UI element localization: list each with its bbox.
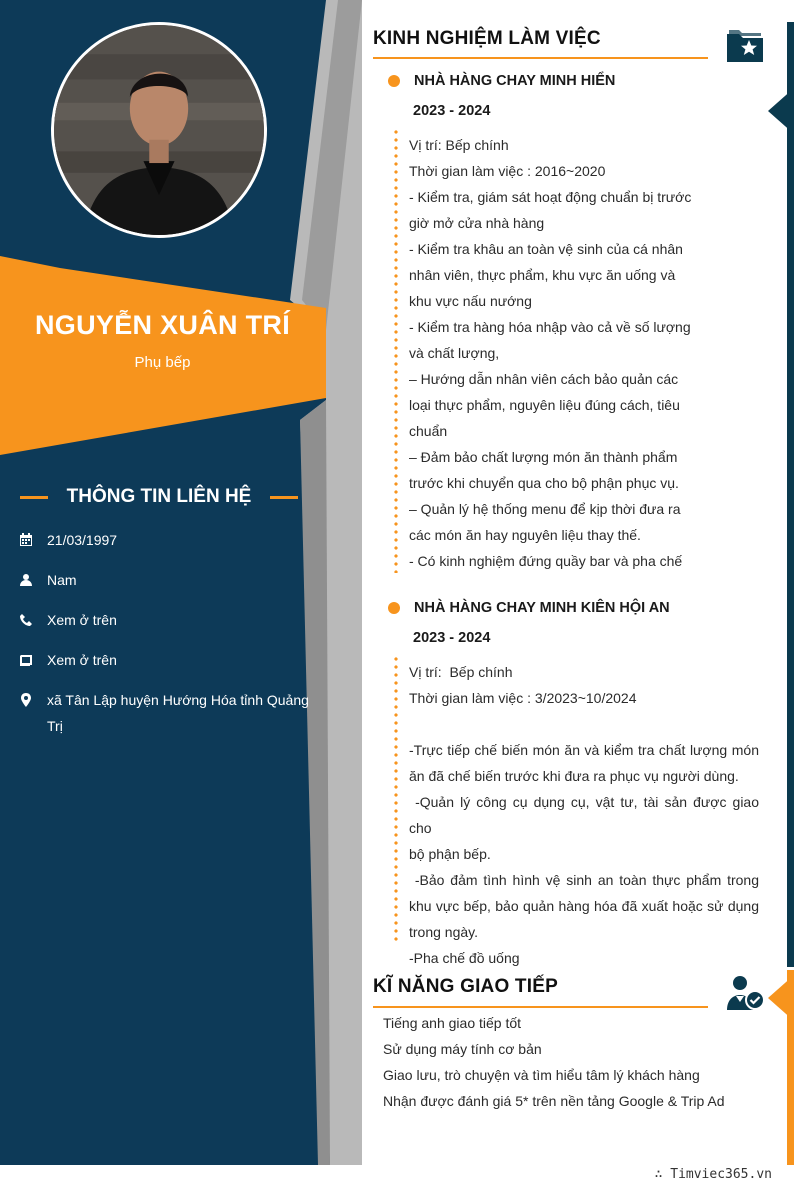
job-line: nhân viên, thực phẩm, khu vực ăn uống và — [409, 267, 676, 283]
job-line: Vị trí: Bếp chính — [409, 664, 513, 680]
contact-item-phone — [19, 610, 309, 650]
job-period: 2023 - 2024 — [413, 630, 491, 646]
job-line: - Kiểm tra khâu an toàn vệ sinh của cá nhân — [409, 241, 683, 257]
edge-notch-top — [768, 88, 794, 134]
timeline-dot — [388, 602, 400, 614]
skill-item: Tiếng anh giao tiếp tốt — [383, 1015, 522, 1031]
experience-rule — [373, 57, 708, 59]
skill-item: Giao lưu, trò chuyện và tìm hiểu tâm lý khách hàng — [383, 1067, 700, 1083]
phone-icon — [19, 610, 47, 630]
right-edge-bar — [787, 22, 794, 967]
job-line: khu vực nấu nướng — [409, 293, 532, 309]
job-period: 2023 - 2024 — [413, 103, 491, 119]
contact-value: Xem ở trên — [47, 612, 117, 628]
skills-rule — [373, 1006, 708, 1008]
job-line: ăn đã chế biến trước khi đưa ra phục vụ người dùng. — [409, 768, 739, 784]
job-line: – Hướng dẫn nhân viên cách bảo quản các — [409, 371, 679, 387]
candidate-role: Phụ bếp — [134, 354, 191, 371]
job-line: Thời gian làm việc : 3/2023~10/2024 — [409, 690, 637, 706]
avatar — [51, 22, 267, 238]
skills-list — [383, 1010, 725, 1114]
contact-item-address — [19, 690, 309, 750]
job-line: bộ phận bếp. — [409, 846, 491, 862]
job-description — [409, 132, 709, 574]
contact-list — [19, 530, 309, 750]
job-line: - Có kinh nghiệm đứng quầy bar và pha chế — [409, 553, 683, 569]
contact-item-gender — [19, 570, 309, 610]
job-line: -Quản lý công cụ dụng cụ, vật tư, tài sản được giao cho — [409, 794, 763, 836]
job-line: loại thực phẩm, nguyên liệu đúng cách, tiêu — [409, 397, 680, 413]
contact-value: 21/03/1997 — [47, 532, 118, 548]
email-icon — [19, 650, 47, 670]
job-line: Thời gian làm việc : 2016~2020 — [409, 163, 606, 179]
job-line: - Kiểm tra hàng hóa nhập vào cả về số lượng — [409, 319, 691, 335]
job-company: NHÀ HÀNG CHAY MINH HIỂN — [414, 73, 616, 89]
timeline-dotted-line — [394, 655, 398, 945]
job-line: – Quản lý hệ thống menu để kịp thời đưa ra — [409, 501, 681, 517]
job-line: -Bảo đảm tình hình vệ sinh an toàn thực phẩm trong — [409, 872, 760, 888]
job-line: khu vực bếp, bảo quản hàng hóa đã xuất hoặc sử dụng — [409, 898, 759, 914]
edge-notch-bottom — [768, 975, 794, 1021]
experience-title: KINH NGHIỆM LÀM VIỆC — [373, 28, 601, 49]
candidate-name: NGUYỄN XUÂN TRÍ — [34, 310, 290, 340]
contact-heading — [20, 484, 298, 510]
job-line: – Đảm bảo chất lượng món ăn thành phẩm — [409, 449, 678, 465]
user-icon — [19, 570, 47, 590]
timeline-dotted-line — [394, 128, 398, 573]
skill-item: Sử dụng máy tính cơ bản — [383, 1041, 542, 1057]
job-company: NHÀ HÀNG CHAY MINH KIÊN HỘI AN — [414, 600, 670, 616]
job-header — [388, 598, 778, 618]
job-line: chuẩn — [409, 423, 448, 439]
job-line: - Kiểm tra, giám sát hoạt động chuẩn bị trước — [409, 189, 692, 205]
job-line: giờ mở cửa nhà hàng — [409, 215, 545, 231]
contact-value: xã Tân Lập huyện Hướng Hóa tỉnh Quảng Trị — [47, 692, 309, 734]
heading-line-right — [270, 496, 298, 499]
job-line: -Trực tiếp chế biến món ăn và kiểm tra chất lượng món — [409, 742, 759, 758]
location-icon — [19, 690, 47, 710]
job-description — [409, 659, 763, 971]
contact-item-birthday — [19, 530, 309, 570]
job-line: -Pha chế đồ uống — [409, 950, 520, 966]
user-check-icon — [726, 974, 766, 1012]
contact-item-email — [19, 650, 309, 690]
footer-brand[interactable]: ∴ Timviec365.vn — [654, 1167, 772, 1182]
folder-star-icon — [725, 28, 765, 64]
job-line: và chất lượng, — [409, 345, 500, 361]
job-line: trước khi chuyển qua cho bộ phận phục vụ. — [409, 475, 679, 491]
skills-title: KĨ NĂNG GIAO TIẾP — [373, 976, 558, 997]
profile-photo — [54, 25, 264, 235]
job-line: trong ngày. — [409, 924, 479, 940]
contact-value: Nam — [47, 572, 77, 588]
contact-heading-text: THÔNG TIN LIÊN HỆ — [66, 486, 252, 507]
job-line: các món ăn hay nguyên liệu thay thế. — [409, 527, 641, 543]
skill-item: Nhận được đánh giá 5* trên nền tảng Google & Trip Ad — [383, 1093, 725, 1109]
timeline-dot — [388, 75, 400, 87]
calendar-icon — [19, 530, 47, 550]
job-line: Vị trí: Bếp chính — [409, 137, 509, 153]
job-line — [409, 711, 759, 737]
job-header — [388, 71, 778, 91]
contact-value: Xem ở trên — [47, 652, 117, 668]
heading-line-left — [20, 496, 48, 499]
